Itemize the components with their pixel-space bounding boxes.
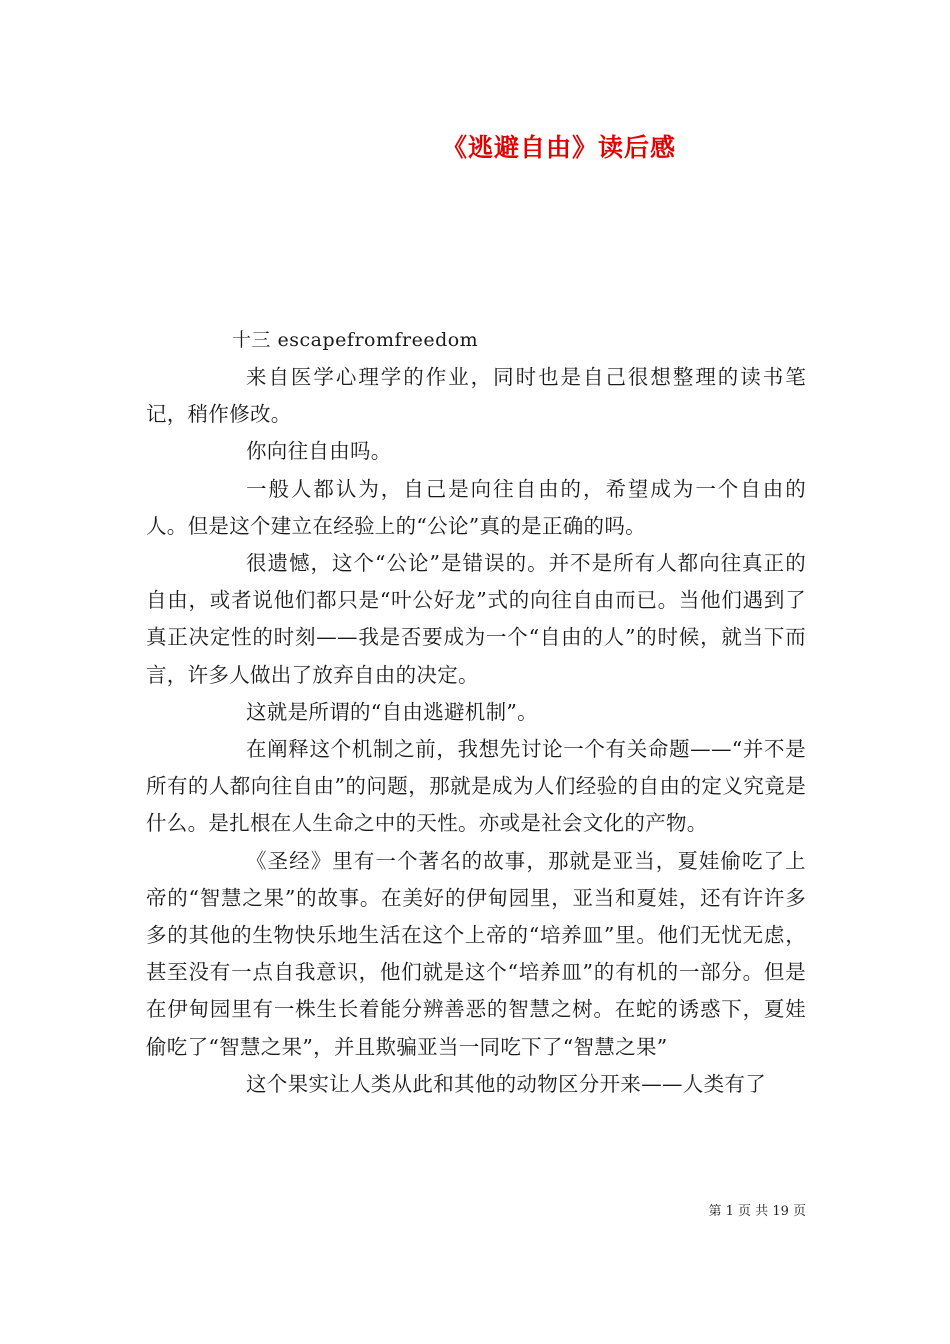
paragraph-8: 这个果实让人类从此和其他的动物区分开来——人类有了 [246, 1071, 766, 1096]
paragraph-5: 这就是所谓的“自由逃避机制”。 [246, 699, 538, 724]
paragraph-4: 很遗憾，这个“公论”是错误的。并不是所有人都向往真正的自由，或者说他们都只是“叶公好龙”式的向往自由而已。当他们遇到了真正决定性的时刻——我是否要成为一个“自由的人”的时候，就当下而言，许多人做出了放弃自由的决定。 [146, 551, 806, 687]
paragraph-6: 在阐释这个机制之前，我想先讨论一个有关命题——“并不是所有的人都向往自由”的问题，那就是成为人们经验的自由的定义究竟是什么。是扎根在人生命之中的天性。亦或是社会文化的产物。 [146, 737, 806, 836]
document-subtitle: 十三 escapefromfreedom [232, 329, 479, 351]
document-body [146, 359, 806, 1103]
paragraph-1: 来自医学心理学的作业，同时也是自己很想整理的读书笔记，稍作修改。 [146, 365, 806, 427]
paragraph-7: 《圣经》里有一个著名的故事，那就是亚当，夏娃偷吃了上帝的“智慧之果”的故事。在美好的伊甸园里，亚当和夏娃，还有许许多多的其他的生物快乐地生活在这个上帝的“培养皿”里。他们无忧无虑，甚至没有一点自我意识，他们就是这个“培养皿”的有机的一部分。但是在伊甸园里有一株生长着能分辨善恶的智慧之树。在蛇的诱惑下，夏娃偷吃了“智慧之果”，并且欺骗亚当一同吃下了“智慧之果” [146, 848, 806, 1059]
page-number-footer: 第 1 页 共 19 页 [708, 1204, 806, 1219]
document-title: 《逃避自由》读后感 [441, 133, 676, 162]
paragraph-3: 一般人都认为，自己是向往自由的，希望成为一个自由的人。但是这个建立在经验上的“公论”真的是正确的吗。 [146, 476, 806, 538]
paragraph-2: 你向往自由吗。 [246, 439, 392, 464]
